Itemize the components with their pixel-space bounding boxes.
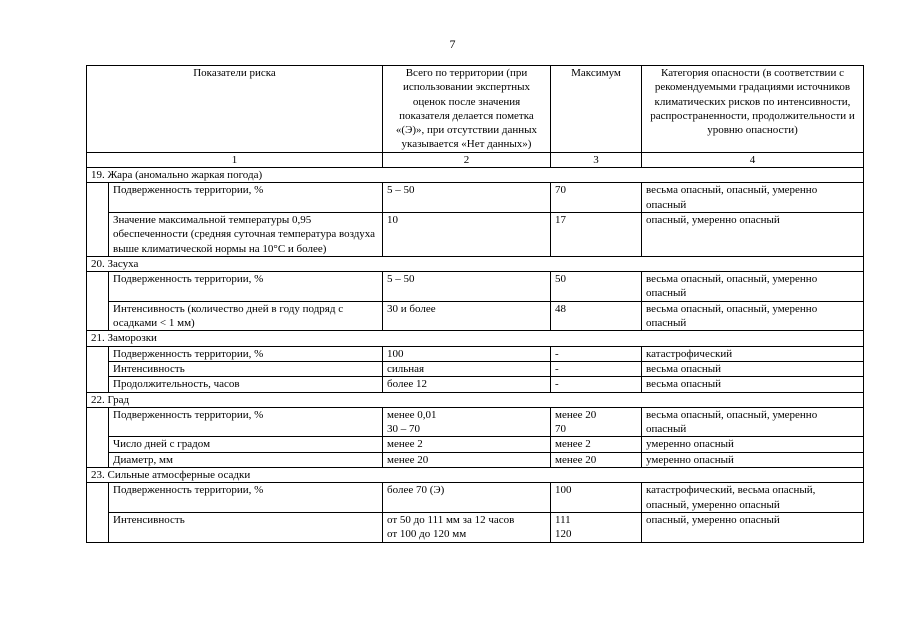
max-cell-line: - xyxy=(555,378,559,391)
total-cell-line: 30 – 70 xyxy=(387,423,420,436)
indent-cell xyxy=(87,183,109,256)
category-cell: весьма опасный xyxy=(642,361,864,376)
total-cell xyxy=(383,437,551,452)
category-cell: умеренно опасный xyxy=(642,437,864,452)
page-number: 7 xyxy=(449,37,456,51)
section-title: 20. Засуха xyxy=(87,256,864,271)
total-cell-line: 10 xyxy=(387,213,398,226)
section-title: 22. Град xyxy=(87,392,864,407)
indicator-cell: Продолжительность, часов xyxy=(109,377,383,392)
max-cell-line: 100 xyxy=(555,484,572,497)
total-cell xyxy=(383,452,551,467)
column-number: 1 xyxy=(87,152,383,167)
table-row xyxy=(87,437,864,452)
max-cell-line: менее 2 xyxy=(555,438,591,451)
table-row xyxy=(87,183,864,213)
total-cell xyxy=(383,512,551,542)
header-indicators: Показатели риска xyxy=(87,66,383,153)
max-cell-line: 111 xyxy=(555,513,571,526)
max-cell xyxy=(551,452,642,467)
table-row xyxy=(87,483,864,513)
section-title: 21. Заморозки xyxy=(87,331,864,346)
total-cell xyxy=(383,212,551,256)
indicator-cell: Подверженность территории, % xyxy=(109,346,383,361)
header-category: Категория опасности (в соответствии с рекомендуемыми градациями источников климатических рисков по интенсивности, распространенности, продолжительности и уровню опасности) xyxy=(642,66,864,153)
total-cell-line: 5 – 50 xyxy=(387,184,415,197)
total-cell-line: менее 20 xyxy=(387,453,429,466)
max-cell-line: 48 xyxy=(555,302,566,315)
max-cell-line: менее 20 xyxy=(555,453,597,466)
section-row xyxy=(87,256,864,271)
table-row xyxy=(87,512,864,542)
indicator-cell: Интенсивность xyxy=(109,512,383,542)
header-total: Всего по территории (при использовании экспертных оценок после значения показателя делается пометка «(Э)», при отсутствии данных указывается «Нет данных») xyxy=(383,66,551,153)
indicator-cell: Значение максимальной температуры 0,95 обеспеченности (средняя суточная температура воздуха выше климатической нормы на 10°С и более) xyxy=(109,212,383,256)
table-body xyxy=(87,168,864,542)
total-cell-line: 100 xyxy=(387,347,404,360)
indicator-cell: Подверженность территории, % xyxy=(109,407,383,437)
indicator-cell: Интенсивность (количество дней в году подряд с осадками < 1 мм) xyxy=(109,301,383,331)
category-cell: опасный, умеренно опасный xyxy=(642,212,864,256)
header-row xyxy=(87,66,864,153)
column-number: 3 xyxy=(551,152,642,167)
category-cell: опасный, умеренно опасный xyxy=(642,512,864,542)
total-cell xyxy=(383,272,551,302)
table-row xyxy=(87,407,864,437)
category-cell: умеренно опасный xyxy=(642,452,864,467)
max-cell xyxy=(551,512,642,542)
table-row xyxy=(87,377,864,392)
table-row xyxy=(87,272,864,302)
max-cell xyxy=(551,346,642,361)
indicator-cell: Подверженность территории, % xyxy=(109,483,383,513)
section-title: 23. Сильные атмосферные осадки xyxy=(87,468,864,483)
max-cell-line: менее 20 xyxy=(555,408,597,421)
category-cell: весьма опасный xyxy=(642,377,864,392)
section-row xyxy=(87,331,864,346)
table-row xyxy=(87,212,864,256)
total-cell xyxy=(383,301,551,331)
indicator-cell: Интенсивность xyxy=(109,361,383,376)
table-row xyxy=(87,301,864,331)
total-cell-line: сильная xyxy=(387,362,425,375)
indent-cell xyxy=(87,272,109,331)
indicator-cell: Число дней с градом xyxy=(109,437,383,452)
category-cell: весьма опасный, опасный, умеренно опасный xyxy=(642,272,864,302)
category-cell: весьма опасный, опасный, умеренно опасный xyxy=(642,183,864,213)
indent-cell xyxy=(87,483,109,542)
total-cell xyxy=(383,483,551,513)
category-cell: катастрофический, весьма опасный, опасный, умеренно опасный xyxy=(642,483,864,513)
max-cell xyxy=(551,407,642,437)
section-row xyxy=(87,392,864,407)
max-cell xyxy=(551,301,642,331)
max-cell xyxy=(551,272,642,302)
section-row xyxy=(87,468,864,483)
max-cell-line: 70 xyxy=(555,184,566,197)
max-cell-line: 50 xyxy=(555,273,566,286)
total-cell-line: от 100 до 120 мм xyxy=(387,528,467,541)
max-cell-line: 17 xyxy=(555,213,566,226)
max-cell xyxy=(551,212,642,256)
total-cell-line: 5 – 50 xyxy=(387,273,415,286)
total-cell xyxy=(383,377,551,392)
max-cell-line: 120 xyxy=(555,528,572,541)
max-cell-line: - xyxy=(555,362,559,375)
total-cell-line: менее 2 xyxy=(387,438,423,451)
indicator-cell: Подверженность территории, % xyxy=(109,272,383,302)
total-cell-line: менее 0,01 xyxy=(387,408,437,421)
risk-table xyxy=(86,65,864,543)
column-number-row xyxy=(87,152,864,167)
column-number: 2 xyxy=(383,152,551,167)
indicator-cell: Диаметр, мм xyxy=(109,452,383,467)
section-row xyxy=(87,168,864,183)
indent-cell xyxy=(87,407,109,467)
total-cell-line: 30 и более xyxy=(387,302,436,315)
max-cell xyxy=(551,361,642,376)
total-cell xyxy=(383,407,551,437)
header-max: Максимум xyxy=(551,66,642,153)
column-number: 4 xyxy=(642,152,864,167)
category-cell: весьма опасный, опасный, умеренно опасный xyxy=(642,407,864,437)
indicator-cell: Подверженность территории, % xyxy=(109,183,383,213)
table-row xyxy=(87,452,864,467)
total-cell xyxy=(383,346,551,361)
max-cell xyxy=(551,377,642,392)
indent-cell xyxy=(87,346,109,392)
section-title: 19. Жара (аномально жаркая погода) xyxy=(87,168,864,183)
max-cell xyxy=(551,183,642,213)
total-cell xyxy=(383,183,551,213)
total-cell-line: более 70 (Э) xyxy=(387,484,445,497)
category-cell: катастрофический xyxy=(642,346,864,361)
category-cell: весьма опасный, опасный, умеренно опасный xyxy=(642,301,864,331)
table-row xyxy=(87,346,864,361)
total-cell xyxy=(383,361,551,376)
total-cell-line: от 50 до 111 мм за 12 часов xyxy=(387,513,515,526)
max-cell-line: 70 xyxy=(555,423,566,436)
max-cell xyxy=(551,483,642,513)
total-cell-line: более 12 xyxy=(387,378,427,391)
max-cell xyxy=(551,437,642,452)
max-cell-line: - xyxy=(555,347,559,360)
table-row xyxy=(87,361,864,376)
